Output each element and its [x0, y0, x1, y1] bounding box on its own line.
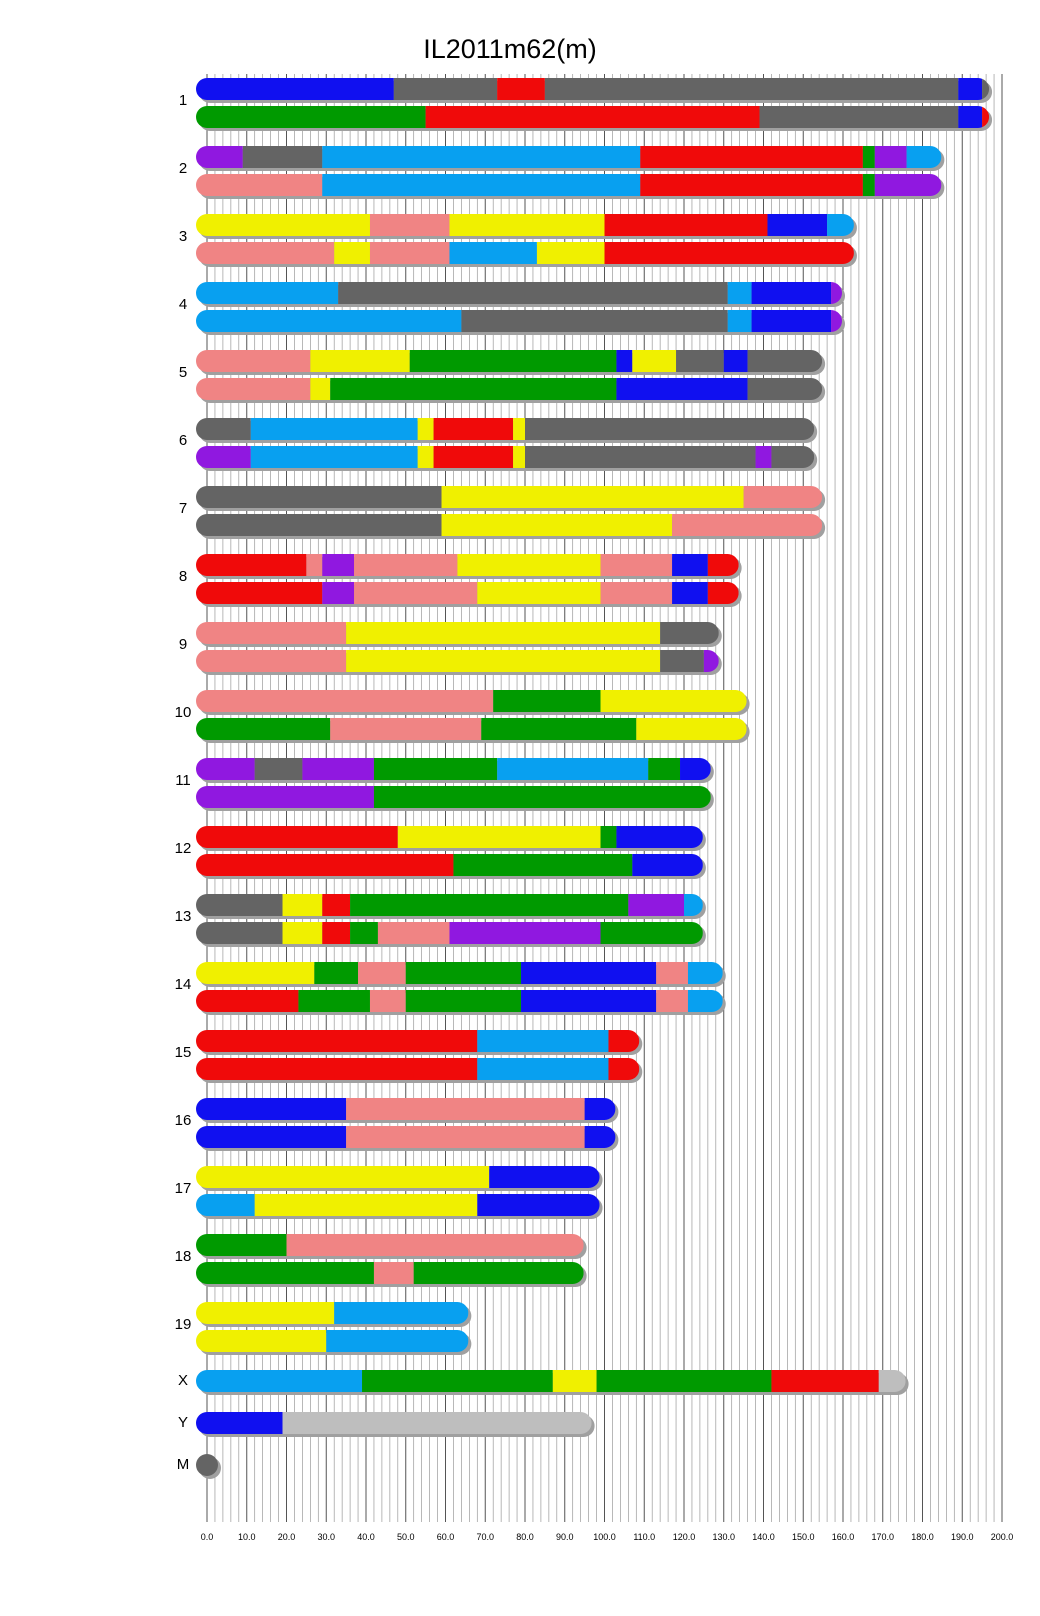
chromosome-X-haplotype-1 — [196, 1370, 906, 1392]
segment-red — [322, 894, 350, 916]
segment-green — [314, 962, 358, 984]
segment-blue — [767, 214, 827, 236]
segment-red — [196, 1058, 477, 1080]
segment-blue — [196, 78, 394, 100]
segment-yellow — [346, 622, 660, 644]
chromosome-label: 10 — [174, 704, 192, 721]
x-tick-label: 30.0 — [317, 1532, 336, 1542]
segment-yellow — [196, 962, 314, 984]
segment-blue — [196, 1126, 346, 1148]
segment-green — [196, 1262, 374, 1284]
segment-yellow — [196, 1302, 334, 1324]
chromosome-label: 13 — [174, 908, 192, 925]
segment-skyblue — [251, 418, 418, 440]
chromosome-label: 11 — [175, 772, 191, 789]
chromosome-label: 1 — [178, 92, 188, 109]
segment-red — [640, 146, 863, 168]
segment-yellow — [449, 214, 604, 236]
chromosome-12-haplotype-2 — [196, 854, 703, 876]
segment-red — [322, 922, 350, 944]
segment-purple — [756, 446, 772, 468]
segment-blue — [585, 1098, 616, 1120]
chromosome-label: X — [177, 1372, 189, 1389]
segment-blue — [585, 1126, 616, 1148]
segment-yellow — [632, 350, 676, 372]
segment-blue — [672, 554, 708, 576]
segment-skyblue — [497, 758, 648, 780]
chromosome-10-haplotype-2 — [196, 718, 747, 740]
segment-skyblue — [728, 310, 752, 332]
segment-yellow — [283, 894, 323, 916]
x-tick-label: 120.0 — [672, 1532, 696, 1542]
chromosome-label: 7 — [178, 500, 188, 517]
segment-blue — [616, 378, 747, 400]
segment-yellow — [477, 582, 600, 604]
segment-green — [601, 826, 617, 848]
segment-yellow — [513, 418, 525, 440]
x-tick-label: 40.0 — [357, 1532, 375, 1542]
chromosome-label: 12 — [174, 840, 192, 857]
segment-blue — [489, 1166, 599, 1188]
segment-pink — [346, 1126, 585, 1148]
chromosome-label: 18 — [174, 1248, 192, 1265]
segment-purple — [322, 554, 354, 576]
segment-red — [497, 78, 545, 100]
segment-yellow — [346, 650, 660, 672]
segment-pink — [354, 582, 477, 604]
chromosome-label: 5 — [178, 364, 188, 381]
x-tick-label: 20.0 — [277, 1532, 296, 1542]
segment-green — [410, 350, 617, 372]
chromosome-19-haplotype-1 — [196, 1302, 468, 1324]
chromosome-3-haplotype-1 — [196, 214, 854, 236]
segment-skyblue — [251, 446, 418, 468]
segment-pink — [196, 174, 322, 196]
x-tick-label: 150.0 — [791, 1532, 815, 1542]
segment-yellow — [196, 1330, 326, 1352]
segment-green — [374, 786, 711, 808]
chromosome-10-haplotype-1 — [196, 690, 747, 712]
x-tick-label: 90.0 — [555, 1532, 574, 1542]
segment-purple — [875, 174, 942, 196]
segment-yellow — [553, 1370, 597, 1392]
segment-purple — [302, 758, 374, 780]
segment-yellow — [255, 1194, 478, 1216]
segment-pink — [601, 582, 673, 604]
chromosome-label: 9 — [178, 636, 188, 653]
segment-green — [597, 1370, 772, 1392]
segment-gray — [196, 922, 283, 944]
segment-gray — [461, 310, 727, 332]
chromosome-6-haplotype-2 — [196, 446, 814, 468]
segment-blue — [521, 990, 656, 1012]
chromosome-18-haplotype-1 — [196, 1234, 584, 1256]
segment-yellow — [442, 486, 744, 508]
chromosome-label: 2 — [178, 160, 188, 177]
segment-red — [196, 854, 453, 876]
segment-red — [771, 1370, 878, 1392]
segment-lightgray — [879, 1370, 906, 1392]
segment-red — [605, 242, 854, 264]
chromosome-2-haplotype-1 — [196, 146, 941, 168]
segment-pink — [196, 378, 310, 400]
segment-gray — [243, 146, 323, 168]
chromosome-1-haplotype-2 — [196, 106, 989, 128]
segment-gray — [748, 378, 823, 400]
segment-red — [434, 418, 514, 440]
segment-pink — [196, 690, 493, 712]
segment-green — [406, 990, 521, 1012]
x-tick-label: 60.0 — [436, 1532, 455, 1542]
segment-gray — [196, 418, 251, 440]
segment-skyblue — [326, 1330, 468, 1352]
segment-gray — [394, 78, 497, 100]
chromosome-16-haplotype-1 — [196, 1098, 615, 1120]
segment-blue — [521, 962, 656, 984]
segment-skyblue — [688, 962, 723, 984]
segment-yellow — [334, 242, 370, 264]
segment-pink — [354, 554, 457, 576]
segment-green — [453, 854, 632, 876]
segment-green — [350, 894, 628, 916]
segment-pink — [374, 1262, 414, 1284]
x-tick-label: 160.0 — [831, 1532, 855, 1542]
x-tick-label: 110.0 — [633, 1532, 656, 1542]
x-tick-label: 190.0 — [950, 1532, 974, 1542]
segment-green — [350, 922, 378, 944]
segment-red — [640, 174, 863, 196]
segment-yellow — [636, 718, 746, 740]
segment-yellow — [601, 690, 747, 712]
segment-blue — [632, 854, 703, 876]
segment-skyblue — [477, 1030, 608, 1052]
chromosome-15-haplotype-2 — [196, 1058, 639, 1080]
segment-pink — [370, 214, 450, 236]
segment-gray — [748, 350, 823, 372]
segment-green — [493, 690, 600, 712]
segment-blue — [680, 758, 711, 780]
segment-skyblue — [688, 990, 723, 1012]
segment-gray — [255, 758, 303, 780]
segment-pink — [346, 1098, 585, 1120]
segment-green — [196, 718, 330, 740]
x-tick-label: 50.0 — [396, 1532, 415, 1542]
chromosome-13-haplotype-1 — [196, 894, 703, 916]
segment-green — [648, 758, 680, 780]
segment-red — [196, 826, 398, 848]
chromosome-5-haplotype-1 — [196, 350, 822, 372]
segment-yellow — [537, 242, 605, 264]
chromosome-4-haplotype-2 — [196, 310, 842, 332]
segment-blue — [724, 350, 748, 372]
segment-blue — [196, 1098, 346, 1120]
chromosome-7-haplotype-1 — [196, 486, 822, 508]
segment-pink — [672, 514, 822, 536]
chromosome-18-haplotype-2 — [196, 1262, 584, 1284]
segment-blue — [196, 1412, 283, 1434]
x-tick-label: 70.0 — [476, 1532, 495, 1542]
chromosome-label: 14 — [174, 976, 192, 993]
segment-gray — [338, 282, 728, 304]
segment-blue — [752, 282, 832, 304]
segment-green — [863, 174, 875, 196]
segment-gray — [771, 446, 814, 468]
segment-skyblue — [196, 282, 338, 304]
segment-gray — [196, 894, 283, 916]
segment-red — [708, 554, 739, 576]
segment-pink — [196, 242, 334, 264]
chromosome-9-haplotype-1 — [196, 622, 719, 644]
x-tick-label: 10.0 — [237, 1532, 256, 1542]
chromosome-11-haplotype-2 — [196, 786, 711, 808]
segment-pink — [370, 242, 450, 264]
chromosome-8-haplotype-1 — [196, 554, 739, 576]
chromosome-5-haplotype-2 — [196, 378, 822, 400]
segment-red — [196, 990, 298, 1012]
x-tick-label: 180.0 — [911, 1532, 934, 1542]
segment-gray — [676, 350, 724, 372]
segment-red — [605, 214, 768, 236]
segment-green — [330, 378, 616, 400]
segment-red — [708, 582, 739, 604]
chromosome-14-haplotype-2 — [196, 990, 723, 1012]
segment-red — [196, 554, 306, 576]
chromosome-label: 15 — [174, 1044, 192, 1061]
chromosome-12-haplotype-1 — [196, 826, 703, 848]
chromosome-label: M — [176, 1456, 190, 1473]
segment-red — [196, 582, 322, 604]
segment-purple — [196, 146, 243, 168]
x-axis-tick-labels — [201, 1532, 1014, 1542]
segment-green — [414, 1262, 584, 1284]
segment-gray — [660, 622, 719, 644]
chromosome-labels — [175, 92, 192, 1473]
segment-gray — [196, 514, 442, 536]
chromosome-7-haplotype-2 — [196, 514, 822, 536]
chromosome-4-haplotype-1 — [196, 282, 842, 304]
segment-green — [406, 962, 521, 984]
segment-pink — [744, 486, 823, 508]
chromosome-1-haplotype-1 — [196, 78, 989, 100]
x-tick-label: 0.0 — [200, 1532, 214, 1542]
segment-green — [863, 146, 875, 168]
segment-pink — [287, 1234, 584, 1256]
segment-purple — [449, 922, 600, 944]
segment-skyblue — [477, 1058, 608, 1080]
segment-green — [196, 1234, 287, 1256]
chromosome-label: 4 — [178, 296, 188, 313]
chromosome-M-haplotype-1 — [196, 1454, 218, 1476]
segment-purple — [196, 446, 251, 468]
chromosome-label: 6 — [178, 432, 188, 449]
segment-blue — [477, 1194, 599, 1216]
segment-green — [298, 990, 370, 1012]
segment-blue — [672, 582, 708, 604]
x-tick-label: 80.0 — [516, 1532, 534, 1542]
segment-skyblue — [322, 146, 640, 168]
chromosome-label: Y — [177, 1414, 189, 1431]
segment-pink — [601, 554, 673, 576]
chromosome-3-haplotype-2 — [196, 242, 854, 264]
segment-gray — [545, 78, 958, 100]
segment-yellow — [310, 350, 409, 372]
chromosome-label: 19 — [174, 1316, 192, 1333]
x-tick-label: 100.0 — [593, 1532, 616, 1542]
segment-pink — [656, 990, 688, 1012]
segment-gray — [525, 418, 814, 440]
chromosome-17-haplotype-1 — [196, 1166, 600, 1188]
segment-green — [196, 106, 426, 128]
segment-green — [362, 1370, 553, 1392]
segment-purple — [875, 146, 907, 168]
segment-red — [196, 1030, 477, 1052]
segment-skyblue — [196, 310, 461, 332]
chromosome-16-haplotype-2 — [196, 1126, 615, 1148]
chromosome-6-haplotype-1 — [196, 418, 814, 440]
segment-skyblue — [334, 1302, 468, 1324]
chromosome-8-haplotype-2 — [196, 582, 739, 604]
chromosome-Y-haplotype-1 — [196, 1412, 592, 1434]
segment-yellow — [310, 378, 330, 400]
chromosome-11-haplotype-1 — [196, 758, 711, 780]
chromosome-label: 3 — [178, 228, 188, 245]
segment-lightgray — [283, 1412, 592, 1434]
segment-red — [608, 1058, 639, 1080]
chromosome-label: 16 — [174, 1112, 192, 1129]
segment-pink — [370, 990, 406, 1012]
chromosome-15-haplotype-1 — [196, 1030, 639, 1052]
chromosome-13-haplotype-2 — [196, 922, 703, 944]
segment-pink — [330, 718, 481, 740]
x-tick-label: 170.0 — [871, 1532, 895, 1542]
segment-skyblue — [196, 1194, 255, 1216]
segment-yellow — [418, 418, 434, 440]
segment-red — [608, 1030, 639, 1052]
chromosome-17-haplotype-2 — [196, 1194, 600, 1216]
chromosome-9-haplotype-2 — [196, 650, 719, 672]
segment-yellow — [196, 214, 370, 236]
segment-skyblue — [196, 1370, 362, 1392]
segment-blue — [958, 78, 982, 100]
segment-pink — [656, 962, 688, 984]
segment-blue — [958, 106, 982, 128]
segment-green — [481, 718, 636, 740]
segment-yellow — [457, 554, 600, 576]
segment-purple — [628, 894, 684, 916]
segment-red — [434, 446, 514, 468]
segment-yellow — [442, 514, 673, 536]
segment-pink — [306, 554, 322, 576]
chart-title: IL2011m62(m) — [423, 34, 597, 64]
segment-skyblue — [827, 214, 854, 236]
segment-gray — [760, 106, 959, 128]
chromosome-2-haplotype-2 — [196, 174, 941, 196]
segment-green — [601, 922, 703, 944]
segment-blue — [752, 310, 832, 332]
chromosome-label: 17 — [174, 1180, 192, 1197]
x-tick-label: 140.0 — [752, 1532, 775, 1542]
segment-green — [374, 758, 497, 780]
segment-skyblue — [728, 282, 752, 304]
chromosome-label: 8 — [178, 568, 188, 585]
chromosome-14-haplotype-1 — [196, 962, 723, 984]
segment-skyblue — [322, 174, 640, 196]
segment-purple — [196, 758, 255, 780]
segment-skyblue — [907, 146, 942, 168]
segment-yellow — [398, 826, 601, 848]
segment-pink — [196, 622, 346, 644]
segment-yellow — [283, 922, 323, 944]
segment-yellow — [196, 1166, 489, 1188]
segment-pink — [378, 922, 450, 944]
segment-yellow — [513, 446, 525, 468]
segment-pink — [196, 350, 310, 372]
segment-gray — [196, 486, 442, 508]
segment-pink — [196, 650, 346, 672]
chromosome-19-haplotype-2 — [196, 1330, 468, 1352]
chromosome-bars — [196, 78, 992, 1479]
segment-gray — [525, 446, 756, 468]
segment-blue — [616, 826, 702, 848]
segment-gray — [196, 1454, 218, 1476]
segment-yellow — [418, 446, 434, 468]
segment-blue — [616, 350, 632, 372]
segment-purple — [196, 786, 374, 808]
segment-pink — [358, 962, 406, 984]
segment-purple — [322, 582, 354, 604]
x-tick-label: 130.0 — [712, 1532, 736, 1542]
segment-gray — [660, 650, 704, 672]
x-tick-label: 200.0 — [990, 1532, 1014, 1542]
segment-skyblue — [449, 242, 536, 264]
segment-red — [426, 106, 760, 128]
